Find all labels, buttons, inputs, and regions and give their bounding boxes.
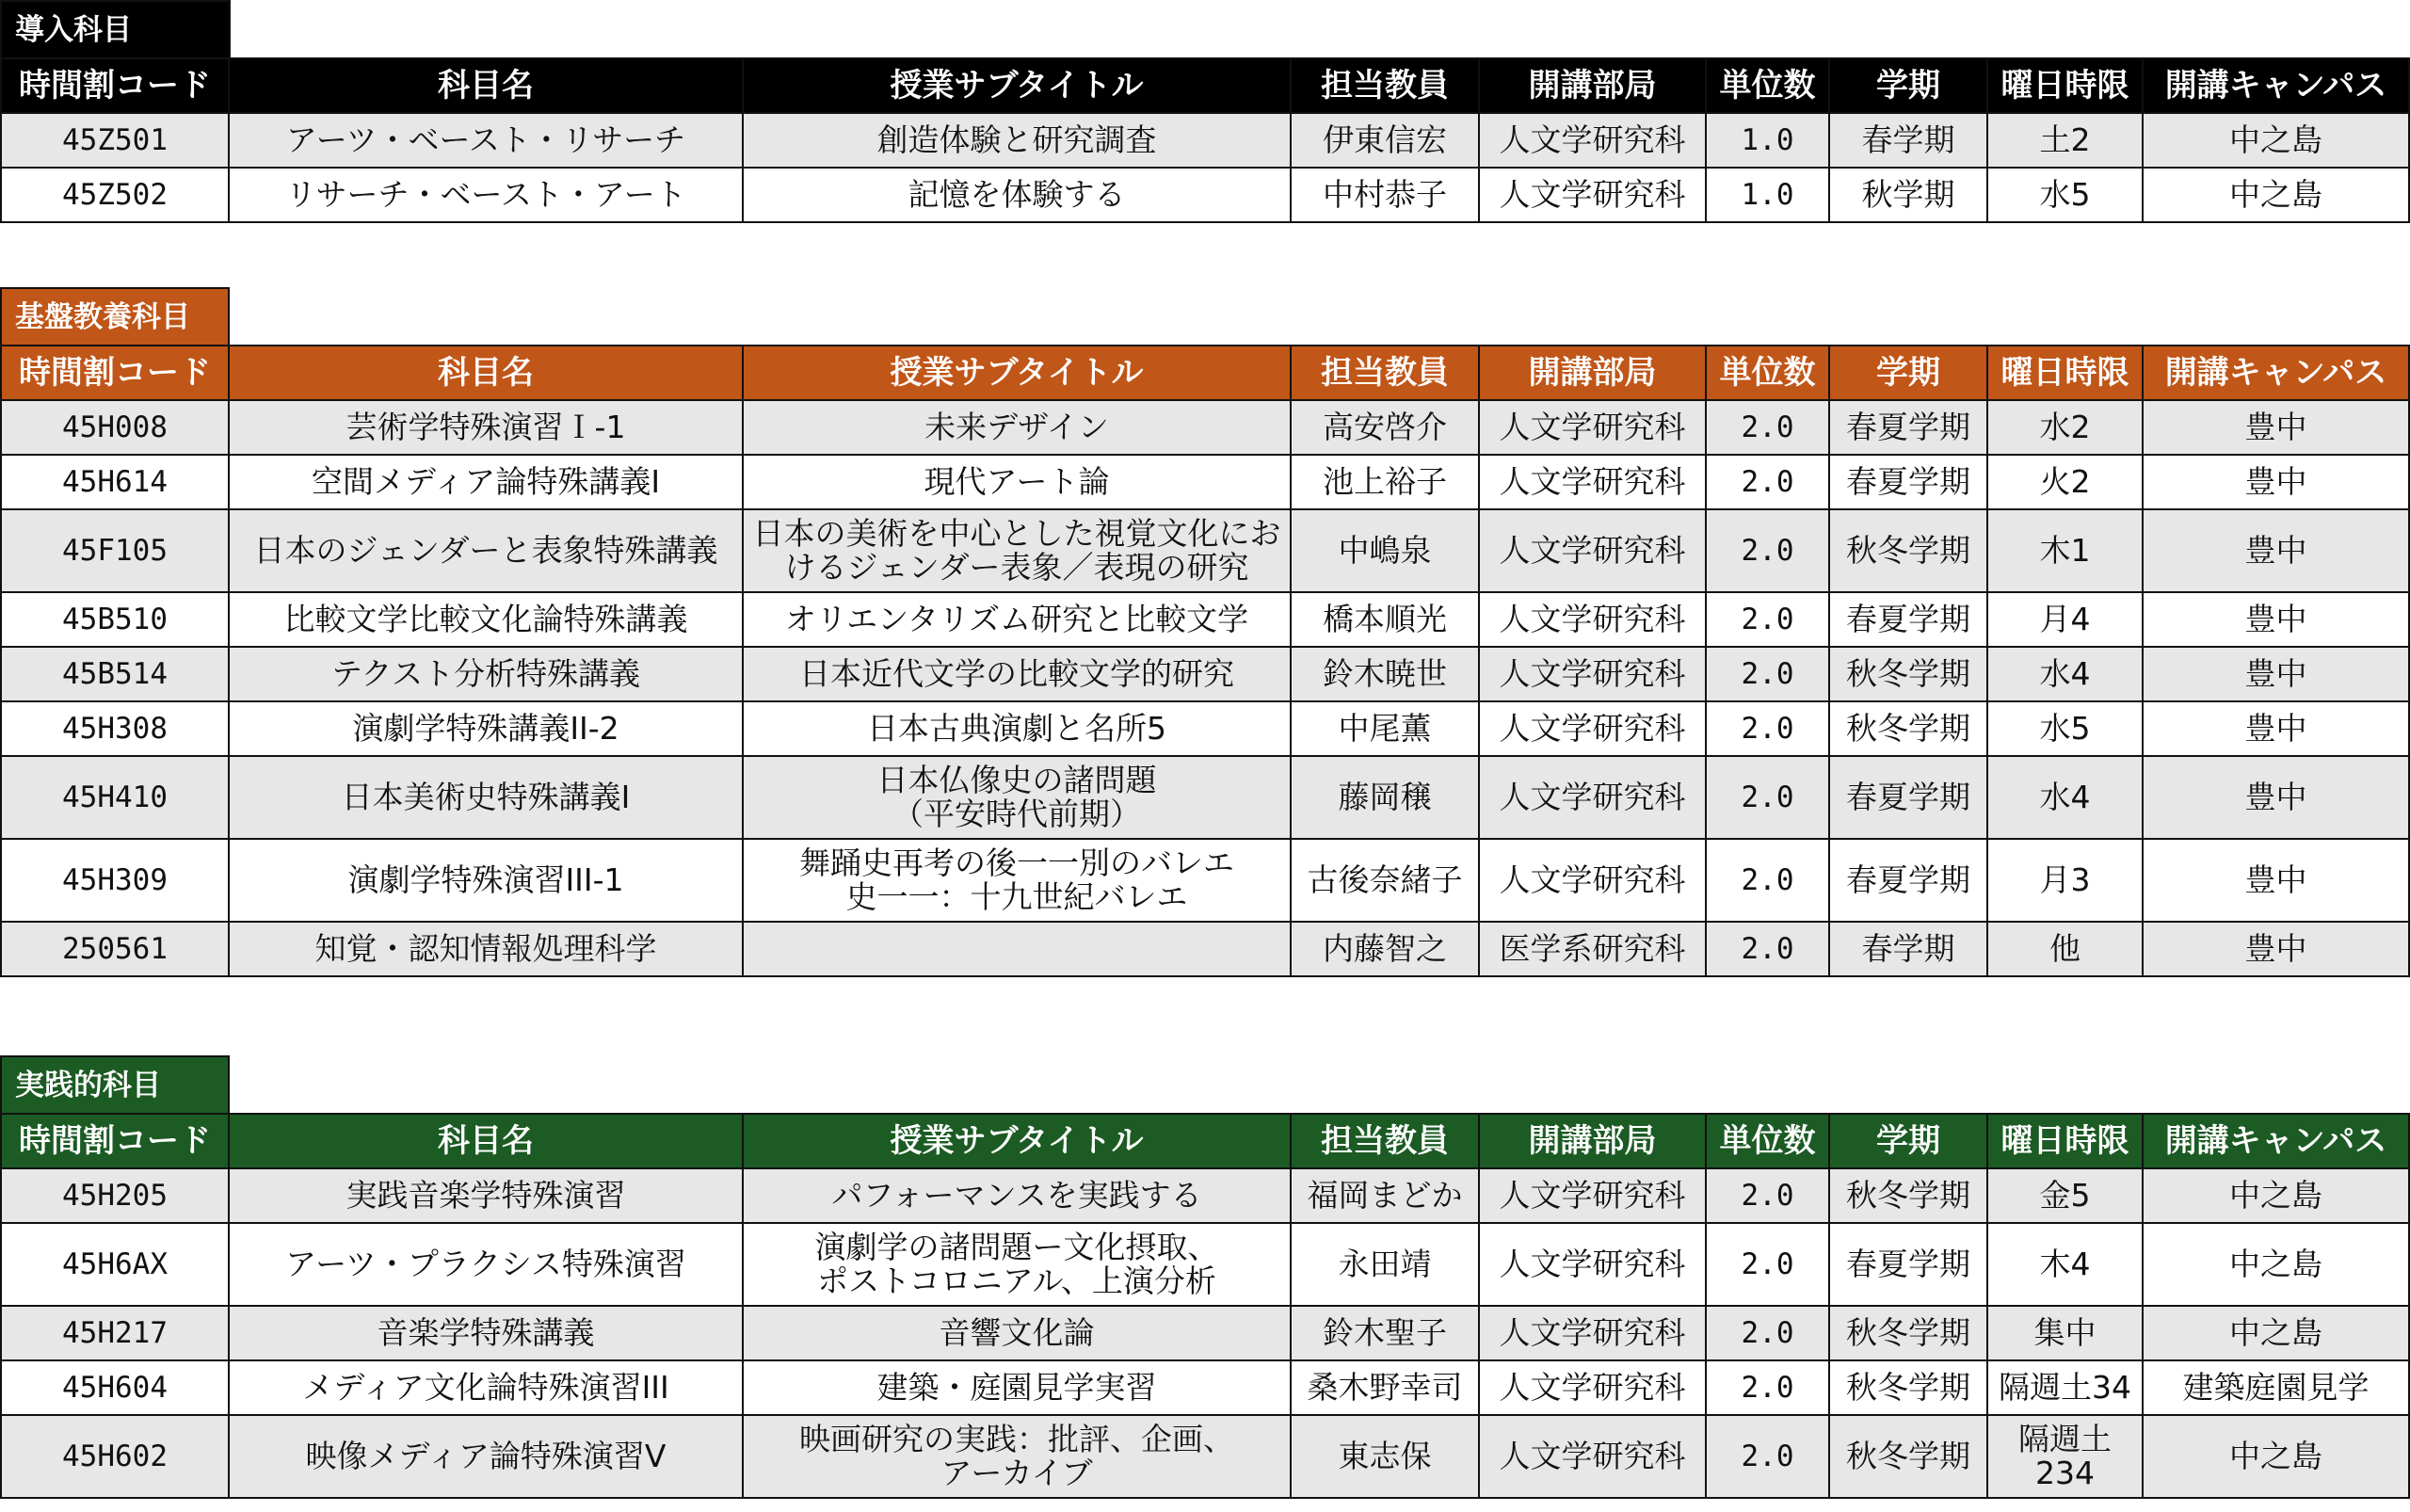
cell-slot: 水5 (1987, 701, 2143, 756)
cell-units: 2.0 (1706, 1360, 1829, 1415)
cell-code: 45H205 (1, 1168, 229, 1223)
section-title: 基盤教養科目 (0, 287, 230, 345)
table-row (1, 839, 2409, 922)
cell-slot: 月4 (1987, 592, 2143, 647)
cell-slot: 金5 (1987, 1168, 2143, 1223)
table-row (1, 113, 2409, 168)
cell-term: 春夏学期 (1829, 592, 1987, 647)
cell-subtitle-line: アーカイブ (940, 1455, 1093, 1491)
cell-slot: 木4 (1987, 1223, 2143, 1306)
cell-dept: 人文学研究科 (1479, 1223, 1706, 1306)
cell-subtitle: 現代アート論 (743, 455, 1291, 509)
section-practical (0, 1055, 2410, 1499)
cell-units: 2.0 (1706, 400, 1829, 455)
cell-code: 45H308 (1, 701, 229, 756)
table-row (1, 1168, 2409, 1223)
cell-code: 45B510 (1, 592, 229, 647)
cell-slot (1987, 1415, 2143, 1498)
cell-term: 春夏学期 (1829, 756, 1987, 839)
header-code: 時間割コード (1, 58, 229, 113)
header-teacher: 担当教員 (1291, 346, 1479, 400)
cell-subtitle: 創造体験と研究調査 (743, 113, 1291, 168)
table-row (1, 647, 2409, 701)
cell-teacher: 橋本順光 (1291, 592, 1479, 647)
cell-name: 音楽学特殊講義 (229, 1306, 743, 1360)
cell-name: リサーチ・ベースト・アート (229, 168, 743, 222)
cell-term: 秋冬学期 (1829, 1415, 1987, 1498)
table-row (1, 168, 2409, 222)
cell-dept: 人文学研究科 (1479, 1168, 1706, 1223)
header-campus: 開講キャンパス (2143, 1114, 2409, 1168)
cell-term: 秋冬学期 (1829, 509, 1987, 592)
cell-code: 45H410 (1, 756, 229, 839)
cell-name: メディア文化論特殊演習III (229, 1360, 743, 1415)
cell-teacher: 東志保 (1291, 1415, 1479, 1498)
cell-units: 2.0 (1706, 756, 1829, 839)
cell-code: 45H309 (1, 839, 229, 922)
header-slot: 曜日時限 (1987, 346, 2143, 400)
cell-slot: 土2 (1987, 113, 2143, 168)
table-row (1, 1306, 2409, 1360)
table-row (1, 922, 2409, 976)
cell-subtitle-line: 日本の美術を中心とした視覚文化にお (752, 515, 1281, 552)
cell-subtitle-line: けるジェンダー表象／表現の研究 (784, 549, 1249, 586)
cell-code: 45F105 (1, 509, 229, 592)
cell-code: 45H6AX (1, 1223, 229, 1306)
header-dept: 開講部局 (1479, 58, 1706, 113)
section-title: 実践的科目 (0, 1055, 230, 1113)
cell-units: 2.0 (1706, 1415, 1829, 1498)
cell-campus: 豊中 (2143, 756, 2409, 839)
table-row (1, 455, 2409, 509)
table-row (1, 400, 2409, 455)
cell-dept: 人文学研究科 (1479, 647, 1706, 701)
cell-dept: 人文学研究科 (1479, 1360, 1706, 1415)
cell-code: 45H217 (1, 1306, 229, 1360)
cell-subtitle (743, 509, 1291, 592)
table-row (1, 701, 2409, 756)
cell-term: 春夏学期 (1829, 839, 1987, 922)
cell-units: 2.0 (1706, 509, 1829, 592)
cell-slot: 水5 (1987, 168, 2143, 222)
cell-subtitle-line: ポストコロニアル、上演分析 (817, 1263, 1216, 1299)
cell-code: 45B514 (1, 647, 229, 701)
cell-dept: 人文学研究科 (1479, 168, 1706, 222)
cell-slot: 隔週土34 (1987, 1360, 2143, 1415)
cell-term: 秋冬学期 (1829, 647, 1987, 701)
header-code: 時間割コード (1, 346, 229, 400)
cell-teacher: 伊東信宏 (1291, 113, 1479, 168)
cell-subtitle (743, 922, 1291, 976)
cell-term: 春夏学期 (1829, 455, 1987, 509)
header-units: 単位数 (1706, 58, 1829, 113)
cell-name: 演劇学特殊講義II-2 (229, 701, 743, 756)
cell-name: 日本のジェンダーと表象特殊講義 (229, 509, 743, 592)
cell-units: 1.0 (1706, 168, 1829, 222)
cell-subtitle (743, 1415, 1291, 1498)
cell-units: 2.0 (1706, 592, 1829, 647)
cell-slot-line: 234 (2035, 1455, 2095, 1491)
cell-teacher: 福岡まどか (1291, 1168, 1479, 1223)
header-campus: 開講キャンパス (2143, 58, 2409, 113)
header-campus: 開講キャンパス (2143, 346, 2409, 400)
header-row (1, 58, 2409, 113)
cell-code: 45Z502 (1, 168, 229, 222)
cell-units: 2.0 (1706, 922, 1829, 976)
cell-name: テクスト分析特殊講義 (229, 647, 743, 701)
table-row (1, 756, 2409, 839)
cell-name: 日本美術史特殊講義I (229, 756, 743, 839)
section-foundation (0, 287, 2410, 977)
cell-name: 芸術学特殊演習Ｉ-1 (229, 400, 743, 455)
header-teacher: 担当教員 (1291, 1114, 1479, 1168)
cell-subtitle (743, 1223, 1291, 1306)
cell-dept: 人文学研究科 (1479, 1306, 1706, 1360)
cell-code: 250561 (1, 922, 229, 976)
header-term: 学期 (1829, 1114, 1987, 1168)
cell-slot: 木1 (1987, 509, 2143, 592)
cell-teacher: 中村恭子 (1291, 168, 1479, 222)
header-dept: 開講部局 (1479, 1114, 1706, 1168)
cell-slot-line: 隔週土 (2018, 1421, 2112, 1457)
cell-teacher: 鈴木聖子 (1291, 1306, 1479, 1360)
cell-subtitle (743, 756, 1291, 839)
cell-code: 45H008 (1, 400, 229, 455)
header-term: 学期 (1829, 346, 1987, 400)
header-subtitle: 授業サブタイトル (743, 1114, 1291, 1168)
header-teacher: 担当教員 (1291, 58, 1479, 113)
cell-slot: 水4 (1987, 647, 2143, 701)
cell-dept: 人文学研究科 (1479, 113, 1706, 168)
header-name: 科目名 (229, 1114, 743, 1168)
header-slot: 曜日時限 (1987, 58, 2143, 113)
cell-name: 比較文学比較文化論特殊講義 (229, 592, 743, 647)
cell-teacher: 古後奈緒子 (1291, 839, 1479, 922)
cell-teacher: 桑木野幸司 (1291, 1360, 1479, 1415)
header-units: 単位数 (1706, 1114, 1829, 1168)
cell-campus: 豊中 (2143, 647, 2409, 701)
cell-subtitle: 未来デザイン (743, 400, 1291, 455)
cell-code: 45H602 (1, 1415, 229, 1498)
cell-units: 1.0 (1706, 113, 1829, 168)
course-table (0, 1113, 2410, 1499)
section-intro (0, 0, 2410, 223)
cell-name: 知覚・認知情報処理科学 (229, 922, 743, 976)
cell-term: 秋冬学期 (1829, 701, 1987, 756)
header-term: 学期 (1829, 58, 1987, 113)
cell-campus: 中之島 (2143, 168, 2409, 222)
header-name: 科目名 (229, 346, 743, 400)
cell-subtitle-line: 演劇学の諸問題ー文化摂取、 (814, 1229, 1219, 1265)
cell-subtitle-line: 史一一：十九世紀バレエ (845, 878, 1188, 915)
cell-campus: 中之島 (2143, 113, 2409, 168)
cell-dept: 人文学研究科 (1479, 509, 1706, 592)
cell-units: 2.0 (1706, 647, 1829, 701)
header-subtitle: 授業サブタイトル (743, 58, 1291, 113)
cell-teacher: 中嶋泉 (1291, 509, 1479, 592)
cell-slot: 月3 (1987, 839, 2143, 922)
header-name: 科目名 (229, 58, 743, 113)
cell-campus: 豊中 (2143, 592, 2409, 647)
cell-campus: 豊中 (2143, 400, 2409, 455)
table-row (1, 1223, 2409, 1306)
cell-units: 2.0 (1706, 839, 1829, 922)
cell-name: アーツ・プラクシス特殊演習 (229, 1223, 743, 1306)
cell-campus: 豊中 (2143, 455, 2409, 509)
cell-code: 45H614 (1, 455, 229, 509)
table-body (1, 1168, 2409, 1498)
table-body (1, 400, 2409, 976)
header-row (1, 1114, 2409, 1168)
section-title: 導入科目 (0, 0, 231, 57)
cell-dept: 人文学研究科 (1479, 756, 1706, 839)
table-row (1, 1360, 2409, 1415)
cell-subtitle: 記憶を体験する (743, 168, 1291, 222)
cell-teacher: 鈴木暁世 (1291, 647, 1479, 701)
cell-campus: 中之島 (2143, 1415, 2409, 1498)
cell-dept: 人文学研究科 (1479, 592, 1706, 647)
cell-teacher: 池上裕子 (1291, 455, 1479, 509)
cell-units: 2.0 (1706, 1223, 1829, 1306)
cell-campus: 豊中 (2143, 922, 2409, 976)
cell-teacher: 高安啓介 (1291, 400, 1479, 455)
cell-dept: 人文学研究科 (1479, 400, 1706, 455)
cell-subtitle-line: 映画研究の実践：批評、企画、 (799, 1421, 1234, 1457)
cell-dept: 人文学研究科 (1479, 839, 1706, 922)
cell-subtitle: 建築・庭園見学実習 (743, 1360, 1291, 1415)
cell-term: 秋冬学期 (1829, 1360, 1987, 1415)
table-row (1, 509, 2409, 592)
cell-campus: 中之島 (2143, 1223, 2409, 1306)
cell-code: 45Z501 (1, 113, 229, 168)
header-subtitle: 授業サブタイトル (743, 346, 1291, 400)
course-table (0, 345, 2410, 977)
cell-campus: 豊中 (2143, 509, 2409, 592)
header-units: 単位数 (1706, 346, 1829, 400)
cell-slot: 火2 (1987, 455, 2143, 509)
cell-term: 秋冬学期 (1829, 1168, 1987, 1223)
cell-subtitle-line: 日本仏像史の諸問題 (876, 762, 1157, 798)
cell-teacher: 中尾薫 (1291, 701, 1479, 756)
cell-campus: 豊中 (2143, 839, 2409, 922)
cell-term: 春学期 (1829, 113, 1987, 168)
cell-term: 秋冬学期 (1829, 1306, 1987, 1360)
cell-units: 2.0 (1706, 1306, 1829, 1360)
cell-term: 春夏学期 (1829, 400, 1987, 455)
cell-term: 秋学期 (1829, 168, 1987, 222)
cell-subtitle: 音響文化論 (743, 1306, 1291, 1360)
cell-dept: 人文学研究科 (1479, 455, 1706, 509)
header-slot: 曜日時限 (1987, 1114, 2143, 1168)
cell-subtitle: オリエンタリズム研究と比較文学 (743, 592, 1291, 647)
cell-subtitle: パフォーマンスを実践する (743, 1168, 1291, 1223)
header-code: 時間割コード (1, 1114, 229, 1168)
cell-dept: 医学系研究科 (1479, 922, 1706, 976)
header-dept: 開講部局 (1479, 346, 1706, 400)
cell-slot: 水2 (1987, 400, 2143, 455)
cell-dept: 人文学研究科 (1479, 701, 1706, 756)
header-row (1, 346, 2409, 400)
table-body (1, 113, 2409, 222)
cell-code: 45H604 (1, 1360, 229, 1415)
cell-dept: 人文学研究科 (1479, 1415, 1706, 1498)
cell-campus: 中之島 (2143, 1168, 2409, 1223)
cell-slot: 集中 (1987, 1306, 2143, 1360)
cell-term: 春夏学期 (1829, 1223, 1987, 1306)
cell-name: 映像メディア論特殊演習V (229, 1415, 743, 1498)
course-table (0, 57, 2410, 223)
cell-subtitle: 日本古典演劇と名所5 (743, 701, 1291, 756)
cell-teacher: 内藤智之 (1291, 922, 1479, 976)
cell-subtitle (743, 839, 1291, 922)
cell-name: 実践音楽学特殊演習 (229, 1168, 743, 1223)
cell-campus: 中之島 (2143, 1306, 2409, 1360)
cell-units: 2.0 (1706, 1168, 1829, 1223)
cell-campus: 建築庭園見学 (2143, 1360, 2409, 1415)
cell-teacher: 藤岡穣 (1291, 756, 1479, 839)
cell-name: 空間メディア論特殊講義I (229, 455, 743, 509)
cell-units: 2.0 (1706, 701, 1829, 756)
cell-teacher: 永田靖 (1291, 1223, 1479, 1306)
cell-name: アーツ・ベースト・リサーチ (229, 113, 743, 168)
cell-subtitle-line: 舞踊史再考の後一一別のバレエ (799, 844, 1234, 881)
table-row (1, 1415, 2409, 1498)
table-row (1, 592, 2409, 647)
cell-subtitle: 日本近代文学の比較文学的研究 (743, 647, 1291, 701)
cell-subtitle-line: （平安時代前期） (892, 796, 1141, 832)
cell-campus: 豊中 (2143, 701, 2409, 756)
cell-term: 春学期 (1829, 922, 1987, 976)
cell-name: 演劇学特殊演習III-1 (229, 839, 743, 922)
cell-slot: 水4 (1987, 756, 2143, 839)
cell-units: 2.0 (1706, 455, 1829, 509)
cell-slot: 他 (1987, 922, 2143, 976)
